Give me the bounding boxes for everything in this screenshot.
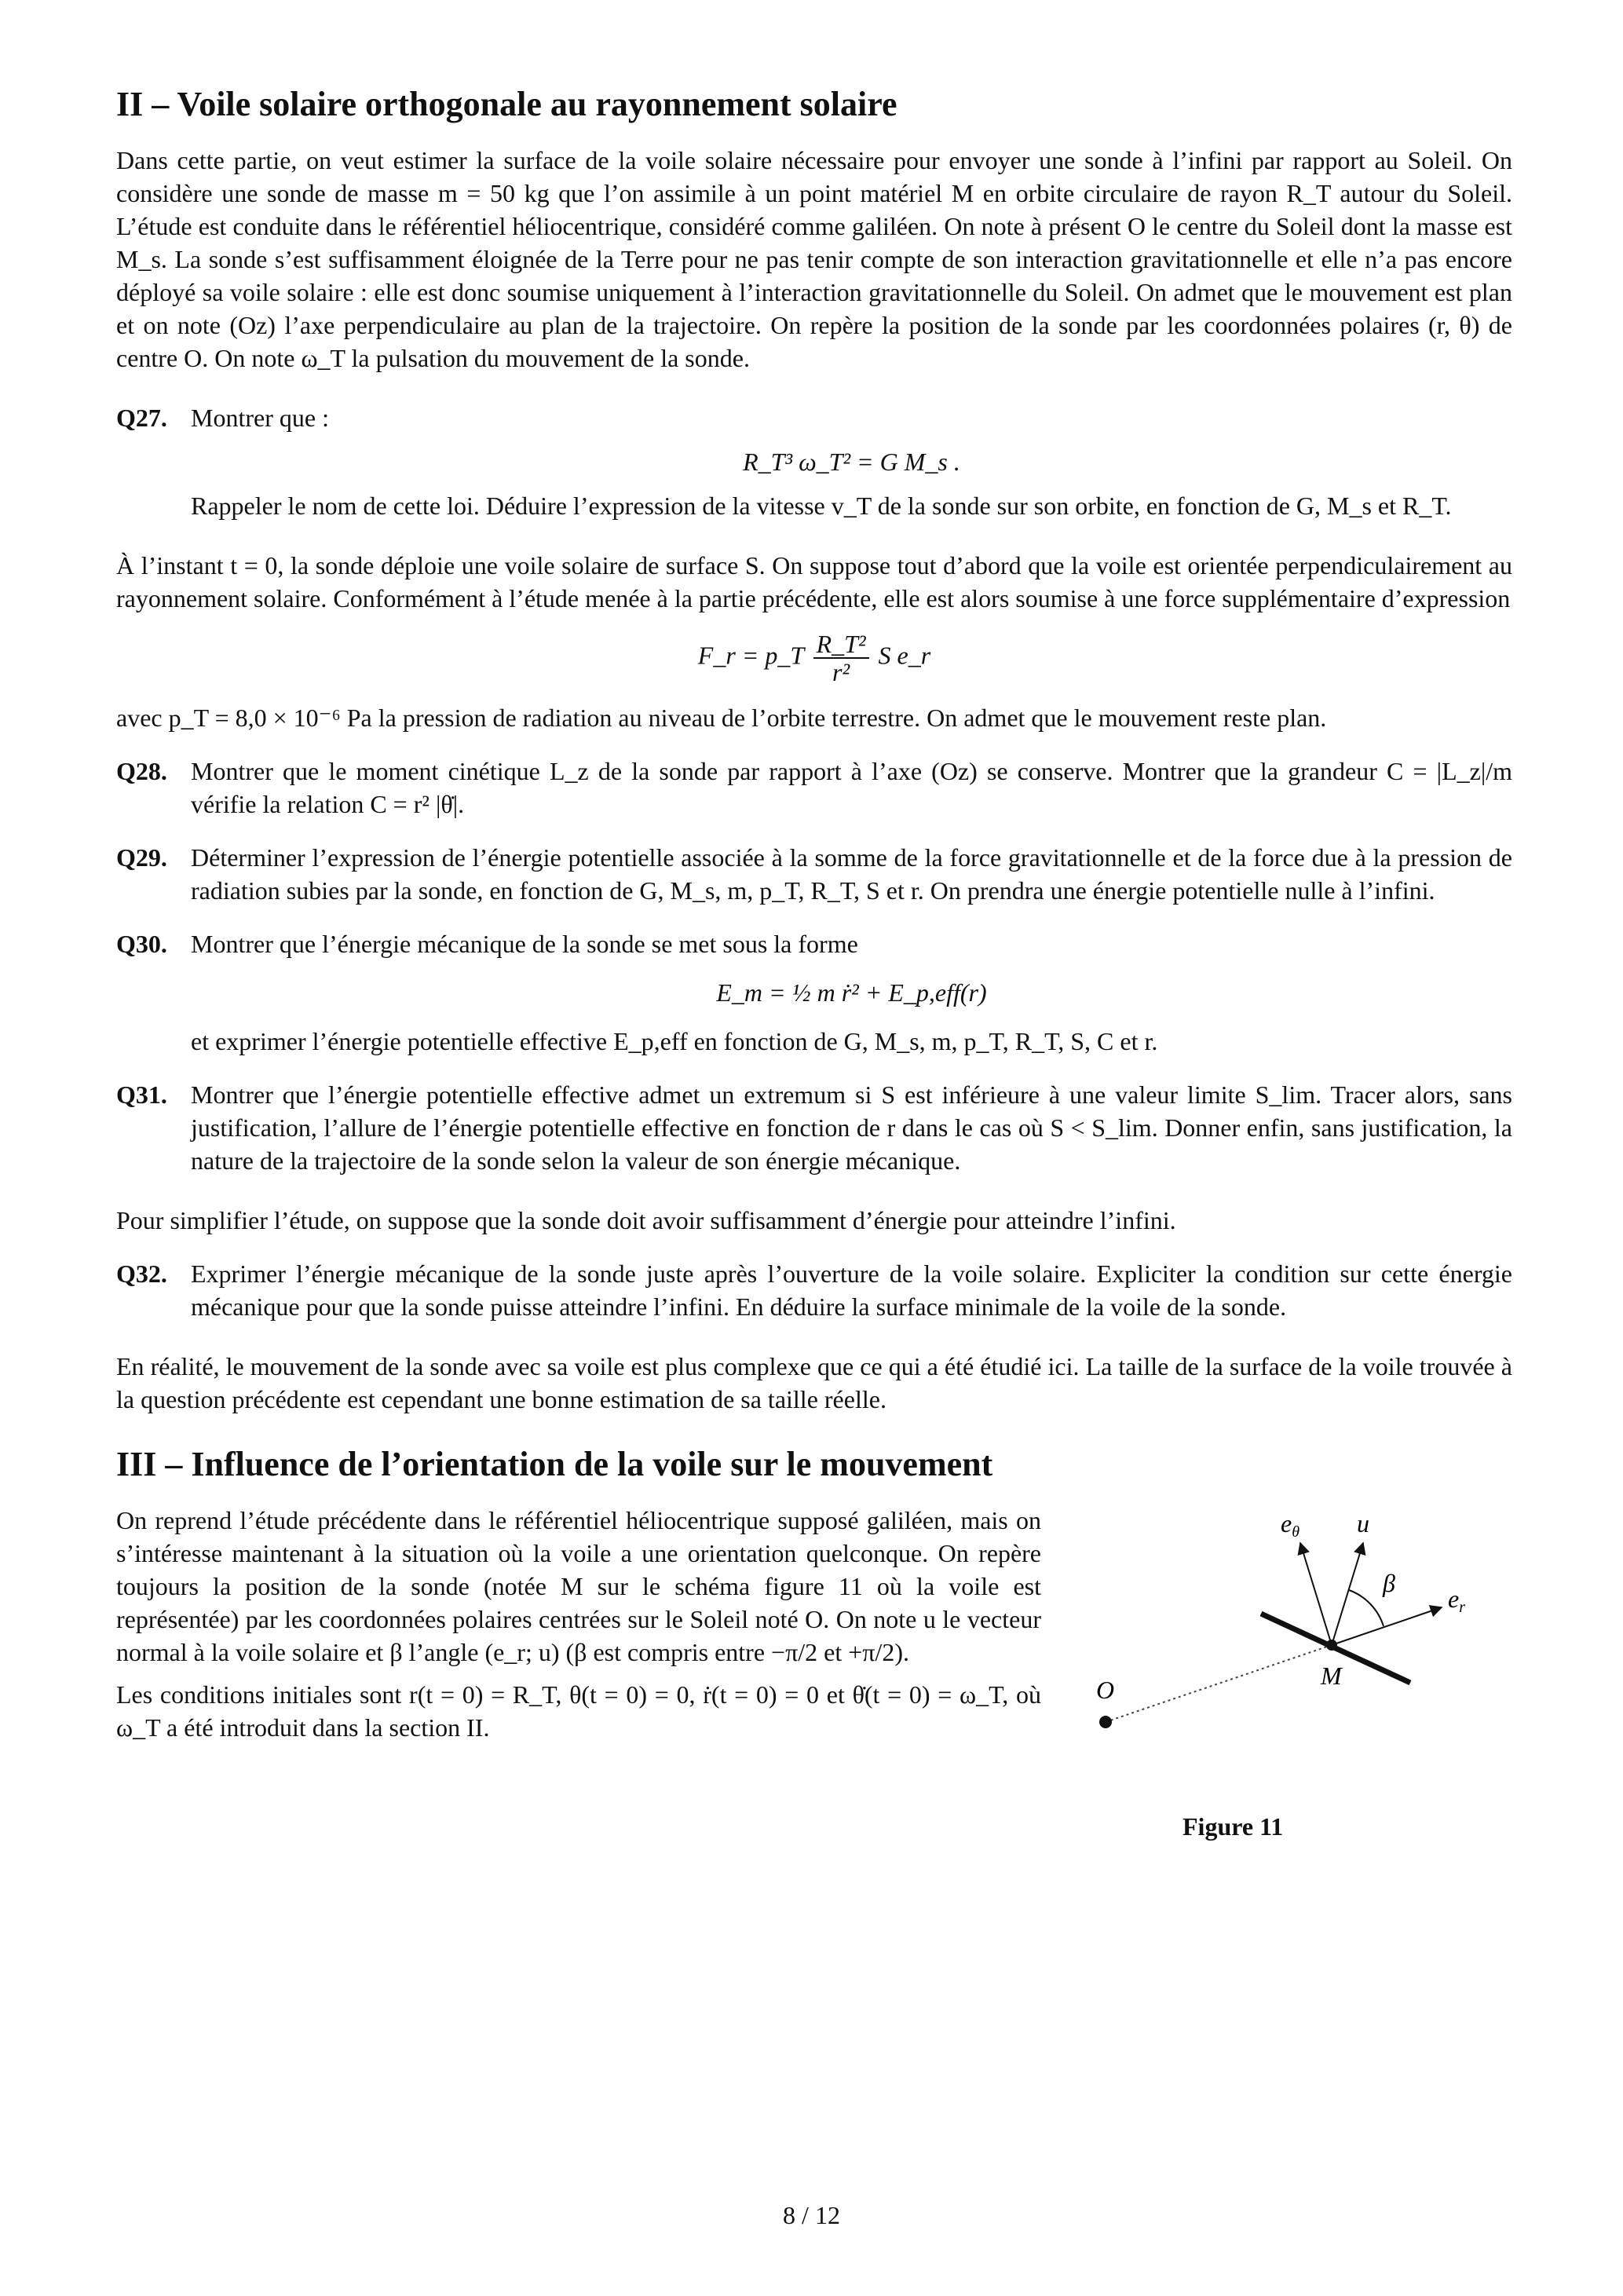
q31-text: Montrer que l’énergie potentielle effective admet un extremum si S est inférieure à une valeur limite S_lim. Tracer alors, sans justification, l’allure de l’énergie potentielle effective en fonction de r dans le cas où S < S_lim. Donner enfin, sans justification, la nature de la trajectoire de la sonde selon la valeur de son énergie mécanique.: [191, 1080, 1512, 1175]
question-31: [116, 1078, 1512, 1177]
force-eq-rhs: S e_r: [878, 641, 931, 670]
label-o: O: [1096, 1676, 1115, 1704]
point-o: [1099, 1716, 1112, 1728]
section-3-title: III – Influence de l’orientation de la voile sur le mouvement: [116, 1445, 993, 1483]
section-2-para3: avec p_T = 8,0 × 10⁻⁶ Pa la pression de radiation au niveau de l’orbite terrestre. On admet que le mouvement reste plan.: [116, 704, 1327, 732]
label-e-r: er: [1448, 1585, 1465, 1616]
label-e-theta: eθ: [1281, 1509, 1300, 1541]
label-u: u: [1357, 1509, 1369, 1537]
page-content: [116, 82, 1512, 1841]
q27-text2: Rappeler le nom de cette loi. Déduire l’expression de la vitesse v_T de la sonde sur son orbite, en fonction de G, M_s et R_T.: [191, 492, 1452, 520]
section-3-para2: Les conditions initiales sont r(t = 0) = R_T, θ(t = 0) = 0, ṙ(t = 0) = 0 et θ̇(t = 0) = ω_T, où ω_T a été introduit dans la section II.: [116, 1680, 1041, 1742]
q32-label: Q32.: [116, 1260, 167, 1288]
force-equation: [116, 631, 1512, 686]
section-3-para1: On reprend l’étude précédente dans le référentiel héliocentrique supposé galiléen, mais on s’intéresse maintenant à la situation où la voile a une orientation quelconque. On repère toujours la position de la sonde (notée M sur le schéma figure 11 où la voile est représentée) par les coordonnées polaires centrées sur le Soleil noté O. On note u le vecteur normal à la voile solaire et β l’angle (e_r; u) (β est compris entre −π/2 et +π/2).: [116, 1506, 1041, 1666]
label-m: M: [1321, 1662, 1342, 1690]
question-30: [116, 927, 1512, 1058]
q29-label: Q29.: [116, 843, 167, 872]
q31-label: Q31.: [116, 1080, 167, 1109]
label-beta: β: [1383, 1569, 1395, 1597]
q29-text: Déterminer l’expression de l’énergie potentielle associée à la somme de la force gravitationnelle et de la force due à la pression de radiation subies par la sonde, en fonction de G, M_s, m, p_T, R_T, S et r. On prendra une énergie potentielle nulle à l’infini.: [191, 843, 1512, 905]
force-eq-lhs: F_r = p_T: [697, 641, 804, 670]
e-theta-arrow: [1300, 1543, 1332, 1645]
figure-caption: Figure 11: [1183, 1812, 1284, 1841]
section-2-title: II – Voile solaire orthogonale au rayonnement solaire: [116, 85, 897, 123]
question-28: [116, 755, 1512, 821]
q27-text: Montrer que :: [191, 404, 329, 432]
q32-text: Exprimer l’énergie mécanique de la sonde juste après l’ouverture de la voile solaire. Expliciter la condition sur cette énergie mécanique pour que la sonde puisse atteindre l’infini. En déduire la surface minimale de la voile de la sonde.: [191, 1260, 1512, 1321]
section-2-para4: Pour simplifier l’étude, on suppose que la sonde doit avoir suffisamment d’énergie pour atteindre l’infini.: [116, 1206, 1176, 1234]
q27-label: Q27.: [116, 404, 167, 432]
page-number: 8 / 12: [783, 2201, 840, 2229]
figure-11-diagram: [1073, 1504, 1512, 1834]
om-dotted-line: [1106, 1645, 1332, 1722]
section-2-intro: Dans cette partie, on veut estimer la surface de la voile solaire nécessaire pour envoyer une sonde à l’infini par rapport au Soleil. On considère une sonde de masse m = 50 kg que l’on assimile à un point matériel M en orbite circulaire de rayon R_T autour du Soleil. L’étude est conduite dans le référentiel héliocentrique, considéré comme galiléen. On note à présent O le centre du Soleil dont la masse est M_s. La sonde s’est suffisamment éloignée de la Terre pour ne pas tenir compte de son interaction gravitationnelle et elle n’a pas encore déployé sa voile solaire : elle est donc soumise uniquement à l’interaction gravitationnelle du Soleil. On admet que le mouvement est plan et on note (Oz) l’axe perpendiculaire au plan de la trajectoire. On repère la position de la sonde par les coordonnées polaires (r, θ) de centre O. On note ω_T la pulsation du mouvement de la sonde.: [116, 146, 1512, 372]
force-eq-den: r²: [832, 658, 850, 686]
q30-text2: et exprimer l’énergie potentielle effective E_p,eff en fonction de G, M_s, m, p_T, R_T, S, C et r.: [191, 1027, 1158, 1055]
e-r-arrow: [1332, 1607, 1442, 1645]
q28-text: Montrer que le moment cinétique L_z de la sonde par rapport à l’axe (Oz) se conserve. Montrer que la grandeur C = |L_z|/m vérifie la relation C = r² |θ̇|.: [191, 757, 1512, 818]
q28-label: Q28.: [116, 757, 167, 785]
question-29: [116, 841, 1512, 907]
force-eq-fraction: [813, 631, 869, 686]
q30-label: Q30.: [116, 930, 167, 958]
section-2-para2: À l’instant t = 0, la sonde déploie une voile solaire de surface S. On suppose tout d’abord que la voile est orientée perpendiculairement au rayonnement solaire. Conformément à l’étude menée à la partie précédente, elle est alors soumise à une force supplémentaire d’expression: [116, 551, 1512, 612]
q27-equation: R_T³ ω_T² = G M_s .: [743, 448, 960, 476]
q30-text: Montrer que l’énergie mécanique de la sonde se met sous la forme: [191, 930, 858, 958]
section-2-para5: En réalité, le mouvement de la sonde avec sa voile est plus complexe que ce qui a été étudié ici. La taille de la surface de la voile trouvée à la question précédente est cependant une bonne estimation de sa taille réelle.: [116, 1352, 1512, 1413]
section-3-body: [116, 1504, 1512, 1841]
force-eq-num: R_T²: [813, 631, 869, 659]
beta-arc: [1349, 1590, 1384, 1626]
figure-11: [1073, 1504, 1512, 1841]
question-32: [116, 1257, 1512, 1323]
q30-equation: E_m = ½ m ṙ² + E_p,eff(r): [716, 978, 987, 1007]
question-27: [116, 401, 1512, 522]
